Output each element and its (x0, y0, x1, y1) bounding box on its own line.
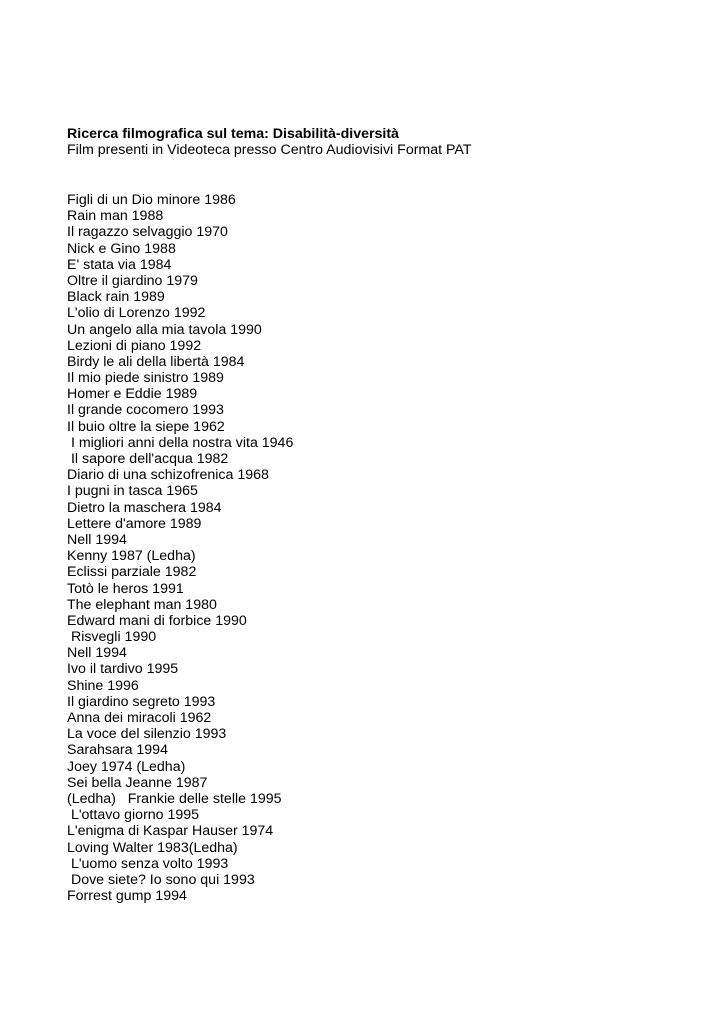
film-list-item: Diario di una schizofrenica 1968 (67, 467, 269, 484)
film-list-item: L'uomo senza volto 1993 (67, 855, 229, 872)
film-list-item: Kenny 1987 (Ledha) (67, 548, 196, 565)
film-list-item: Oltre il giardino 1979 (67, 272, 198, 289)
film-list-item: Risvegli 1990 (67, 629, 157, 646)
film-list-item: Il mio piede sinistro 1989 (67, 370, 224, 387)
film-list-item: Lettere d'amore 1989 (67, 515, 202, 532)
film-list-item: Il ragazzo selvaggio 1970 (67, 224, 228, 241)
film-list-item: Nell 1994 (67, 531, 127, 548)
film-list (67, 192, 293, 904)
film-list-item: Rain man 1988 (67, 208, 164, 225)
film-list-item: (Ledha) Frankie delle stelle 1995 (67, 790, 282, 807)
film-list-item: Il grande cocomero 1993 (67, 402, 224, 419)
film-list-item: Joey 1974 (Ledha) (67, 758, 186, 775)
film-list-item: L'ottavo giorno 1995 (67, 807, 200, 824)
film-list-item: L'enigma di Kaspar Hauser 1974 (67, 823, 274, 840)
film-list-item: Totò le heros 1991 (67, 580, 184, 597)
film-list-item: Nell 1994 (67, 645, 127, 662)
film-list-item: Dove siete? Io sono qui 1993 (67, 871, 255, 888)
film-list-item: Edward mani di forbice 1990 (67, 612, 247, 629)
film-list-item: Anna dei miracoli 1962 (67, 710, 212, 726)
film-list-item: Loving Walter 1983(Ledha) (67, 839, 238, 856)
film-list-item: L'olio di Lorenzo 1992 (67, 305, 206, 322)
film-list-item: Sarahsara 1994 (67, 742, 168, 759)
film-list-item: E' stata via 1984 (67, 256, 172, 273)
film-list-item: I migliori anni della nostra vita 1946 (67, 434, 294, 451)
film-list-item: Un angelo alla mia tavola 1990 (67, 321, 262, 338)
film-list-item: La voce del silenzio 1993 (67, 726, 227, 743)
film-list-item: Shine 1996 (67, 677, 139, 694)
document-page (67, 126, 687, 905)
film-list-item: Birdy le ali della libertà 1984 (67, 353, 245, 370)
film-list-item: The elephant man 1980 (67, 596, 217, 613)
film-list-item: Il giardino segreto 1993 (67, 693, 216, 710)
film-list-item: Nick e Gino 1988 (67, 240, 176, 257)
film-list-item: Figli di un Dio minore 1986 (67, 192, 236, 208)
film-list-item: Forrest gump 1994 (67, 888, 187, 905)
film-list-item: Lezioni di piano 1992 (67, 337, 202, 354)
film-list-item: Il sapore dell'acqua 1982 (67, 451, 229, 467)
film-list-item: Il buio oltre la siepe 1962 (67, 418, 225, 435)
film-list-item: Homer e Eddie 1989 (67, 386, 198, 403)
film-list-item: I pugni in tasca 1965 (67, 483, 198, 500)
film-list-item: Ivo il tardivo 1995 (67, 661, 179, 678)
document-subtitle: Film presenti in Videoteca presso Centro Audiovisivi Format PAT (67, 142, 472, 159)
film-list-item: Dietro la maschera 1984 (67, 499, 222, 516)
document-title: Ricerca filmografica sul tema: Disabilità-diversità (67, 126, 399, 142)
film-list-item: Sei bella Jeanne 1987 (67, 774, 208, 791)
film-list-item: Black rain 1989 (67, 289, 165, 306)
film-list-item: Eclissi parziale 1982 (67, 564, 197, 581)
